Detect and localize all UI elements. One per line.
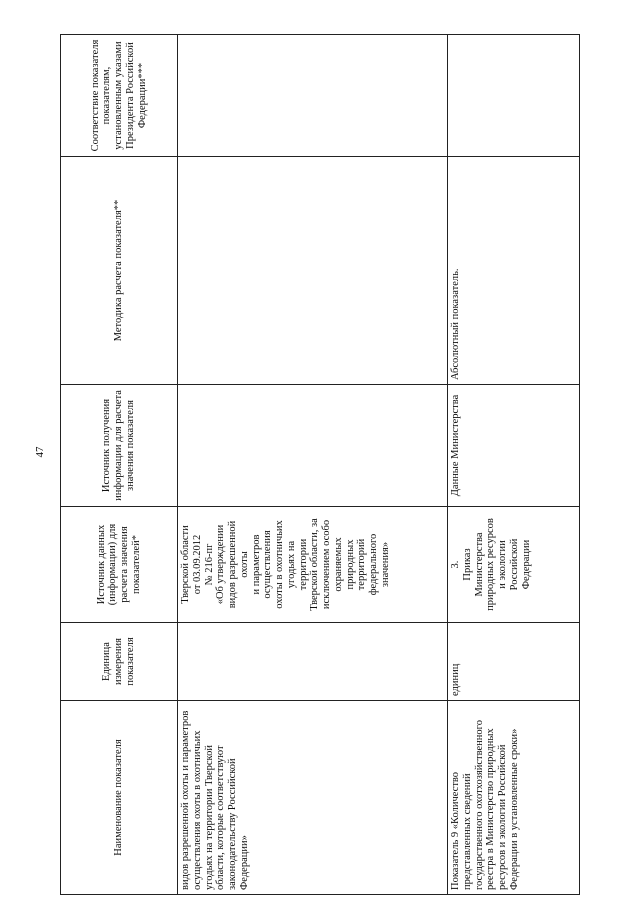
page-number: 47	[34, 446, 46, 458]
cell-unit: единиц	[448, 623, 580, 701]
source-line: Приказ	[461, 548, 473, 581]
rotated-table-wrapper	[60, 35, 580, 895]
source-line: угодьях на	[285, 540, 297, 589]
header-unit: Единица измерения показателя	[61, 623, 178, 701]
table-row	[448, 35, 580, 895]
source-line: территории	[297, 538, 309, 591]
source-line: Российской	[508, 538, 520, 591]
source-line: охоты в охотничьих	[274, 520, 285, 609]
source-line: охоты	[238, 551, 250, 578]
source-line: охраняемых	[332, 537, 344, 592]
source-line: 3.	[450, 560, 461, 569]
cell-indicator-name: Показатель 9 «Количество представленных сведений государственного охотхозяйственного реестра в Министерство природных ресурсов и экологии Российской Федерации в установленные сроки»	[448, 701, 580, 895]
cell-data-source	[448, 507, 580, 623]
source-line: территорий	[356, 538, 368, 591]
cell-indicator-name: видов разрешенной охоты и параметров осуществления охоты в охотничьих угодьях на территории Тверской области, которые соответствуют законодательству Российской Федерации»	[178, 701, 448, 895]
source-line: «Об утверждении	[215, 524, 227, 605]
header-indicator-name: Наименование показателя	[61, 701, 178, 895]
source-line: от 03.09.2012	[191, 534, 203, 595]
source-line: природных ресурсов	[485, 518, 497, 611]
header-presidential-compliance: Соответствие показателя показателям, установленным указами Президента Российской Федерации***	[61, 35, 178, 157]
source-line: федерального	[368, 533, 379, 596]
header-info-source: Источник получения информации для расчета значения показателя	[61, 385, 178, 507]
table-row	[178, 35, 448, 895]
cell-info-source: Данные Министерства	[448, 385, 580, 507]
cell-unit	[178, 623, 448, 701]
source-line: природных	[344, 539, 356, 590]
cell-presidential-compliance	[178, 35, 448, 157]
source-line: № 216-пг	[203, 543, 215, 586]
source-line: Тверской области, за	[309, 518, 321, 611]
cell-methodology	[178, 157, 448, 385]
cell-methodology: Абсолютный показатель.	[448, 157, 580, 385]
source-line: осуществления	[262, 530, 274, 599]
cell-presidential-compliance	[448, 35, 580, 157]
header-methodology: Методика расчета показателя**	[61, 157, 178, 385]
source-line: Министерства	[473, 532, 485, 597]
table-header-row	[61, 35, 178, 895]
source-line: и экологии	[497, 540, 508, 589]
source-line: Тверской области	[180, 525, 191, 604]
source-line: видов разрешенной	[227, 520, 238, 609]
source-line: исключением особо	[321, 519, 332, 610]
cell-data-source	[178, 507, 448, 623]
source-line: и параметров	[250, 534, 262, 595]
header-data-source: Источник данных (информации) для расчета значения показателей*	[61, 507, 178, 623]
source-line: Федерации	[520, 539, 532, 590]
indicators-table	[60, 34, 580, 895]
source-line: значения»	[379, 541, 391, 588]
cell-info-source	[178, 385, 448, 507]
